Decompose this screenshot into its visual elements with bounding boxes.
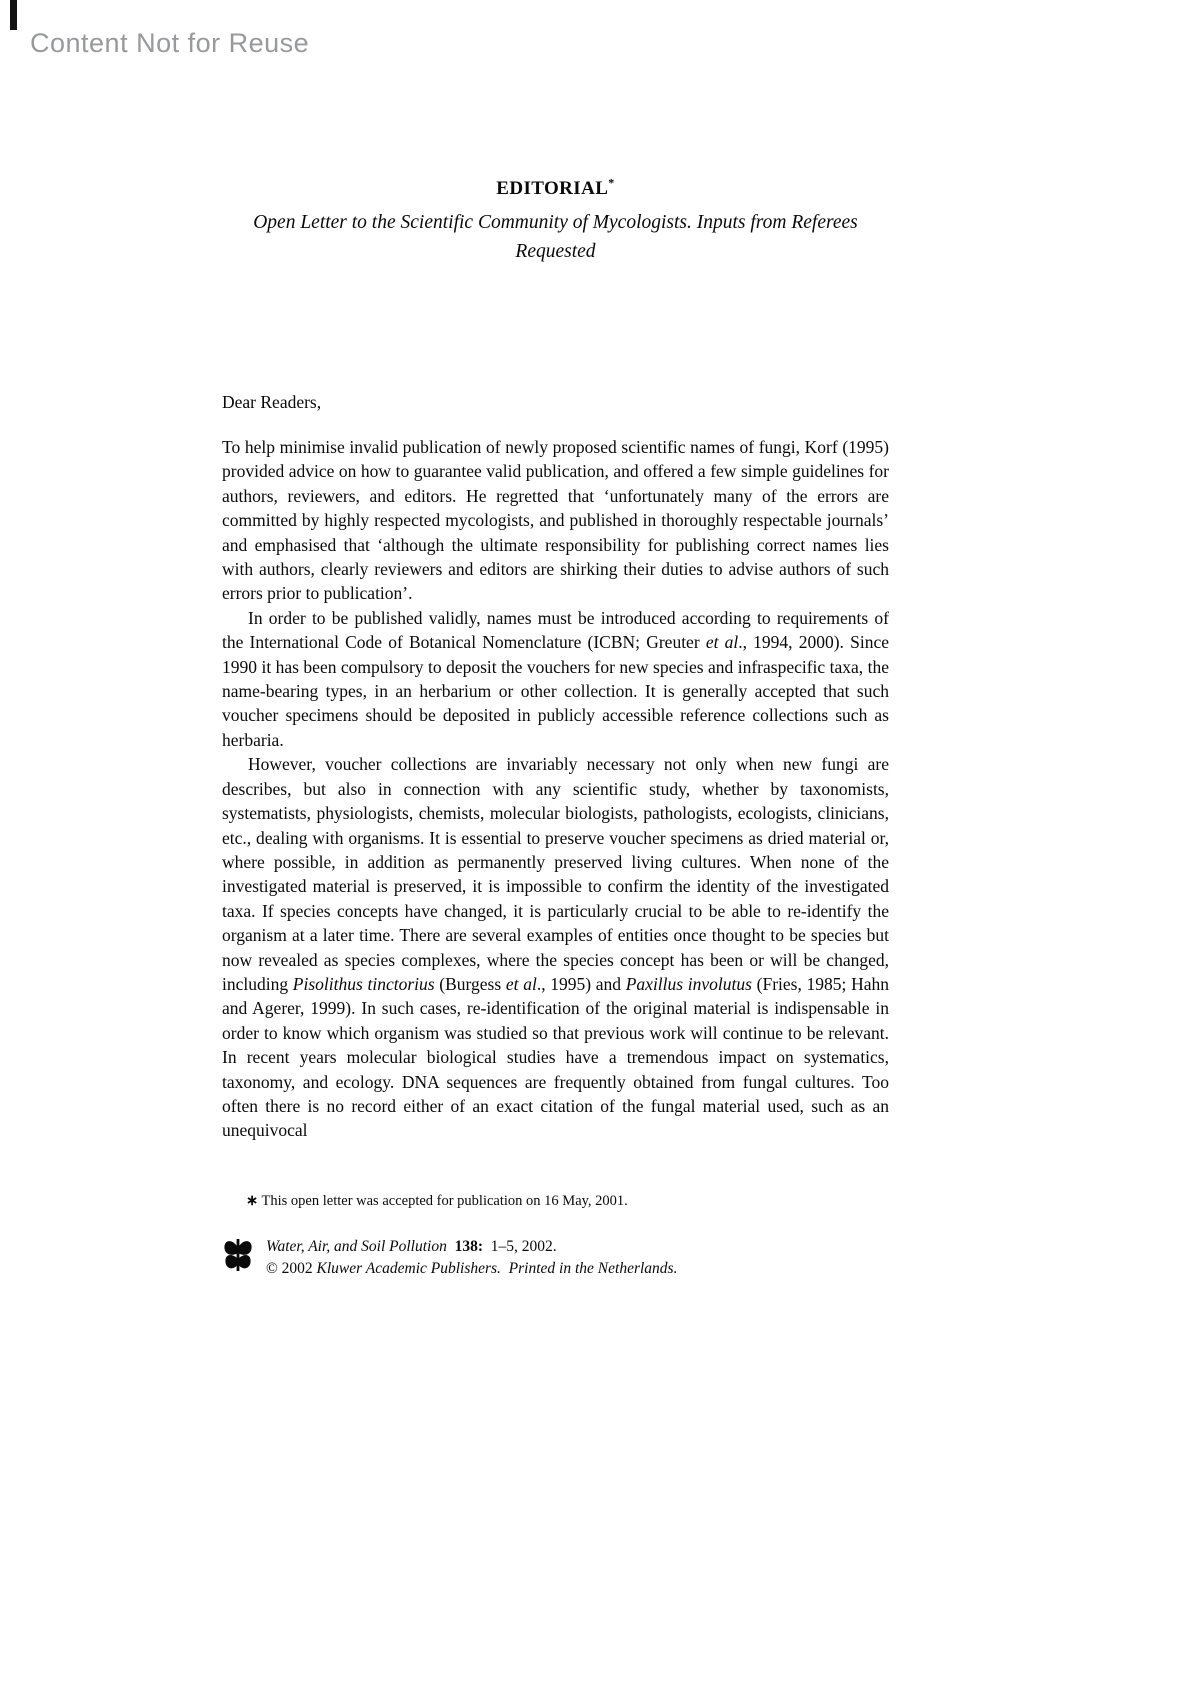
footnote: ∗ This open letter was accepted for publication on 16 May, 2001. <box>246 1192 628 1209</box>
imprint-citation: Water, Air, and Soil Pollution 138: 1–5, 2002. <box>266 1237 557 1255</box>
title-footnote-marker: * <box>608 175 615 190</box>
imprint-copyright: © 2002 Kluwer Academic Publishers. Printed in the Netherlands. <box>266 1259 678 1277</box>
paragraph: However, voucher collections are invariably necessary not only when new fungi are describes, but also in connection with any scientific study, whether by taxonomists, systematists, physiologists, chemists, molecular biologists, pathologists, ecologists, clinicians, etc., dealing with organisms. It is essential to preserve voucher specimens as dried material or, where possible, in addition as permanently preserved living cultures. When none of the investigated material is preserved, it is impossible to confirm the identity of the investigated taxa. If species concepts have changed, it is particularly crucial to be able to re-identify the organism at a later time. There are several examples of entities once thought to be species but now revealed as species complexes, where the species concept has been or will be changed, including Pisolithus tinctorius (Burgess et al., 1995) and Paxillus involutus (Fries, 1985; Hahn and Agerer, 1999). In such cases, re-identification of the original material is indispensable in order to know which organism was studied so that previous work will continue to be relevant. In recent years molecular biological studies have a tremendous impact on systematics, taxonomy, and ecology. DNA sequences are frequently obtained from fungal cultures. Too often there is no record either of an exact citation of the fungal material used, such as an unequivocal <box>222 754 889 1141</box>
imprint-text <box>266 1236 677 1280</box>
corner-mark <box>10 0 17 30</box>
article-body <box>222 435 889 1143</box>
article-title-text: EDITORIAL <box>496 178 609 199</box>
publisher-logo-icon <box>222 1237 254 1273</box>
paragraph: In order to be published validly, names must be introduced according to requirements of the International Code of Botanical Nomenclature (ICBN; Greuter et al., 1994, 2000). Since 1990 it has been compulsory to deposit the vouchers for new species and infraspecific taxa, the name-bearing types, in an herbarium or other collection. It is generally accepted that such voucher specimens should be deposited in publicly accessible reference collections such as herbaria. <box>222 607 889 750</box>
article-subtitle: Open Letter to the Scientific Community of Mycologists. Inputs from Referees Requested <box>253 212 858 262</box>
journal-imprint <box>222 1236 889 1280</box>
article-title <box>222 175 889 200</box>
watermark-text: Content Not for Reuse <box>30 28 310 58</box>
article-content <box>222 0 889 1280</box>
salutation: Dear Readers, <box>222 392 322 412</box>
paragraph: To help minimise invalid publication of newly proposed scientific names of fungi, Korf (1995) provided advice on how to guarantee valid publication, and offered a few simple guidelines for authors, reviewers, and editors. He regretted that ‘unfortunately many of the errors are committed by highly respected mycologists, and published in thoroughly respectable journals’ and emphasised that ‘although the ultimate responsibility for publishing correct names lies with authors, clearly reviewers and editors are shirking their duties to advise authors of such errors prior to publication’. <box>222 437 889 604</box>
